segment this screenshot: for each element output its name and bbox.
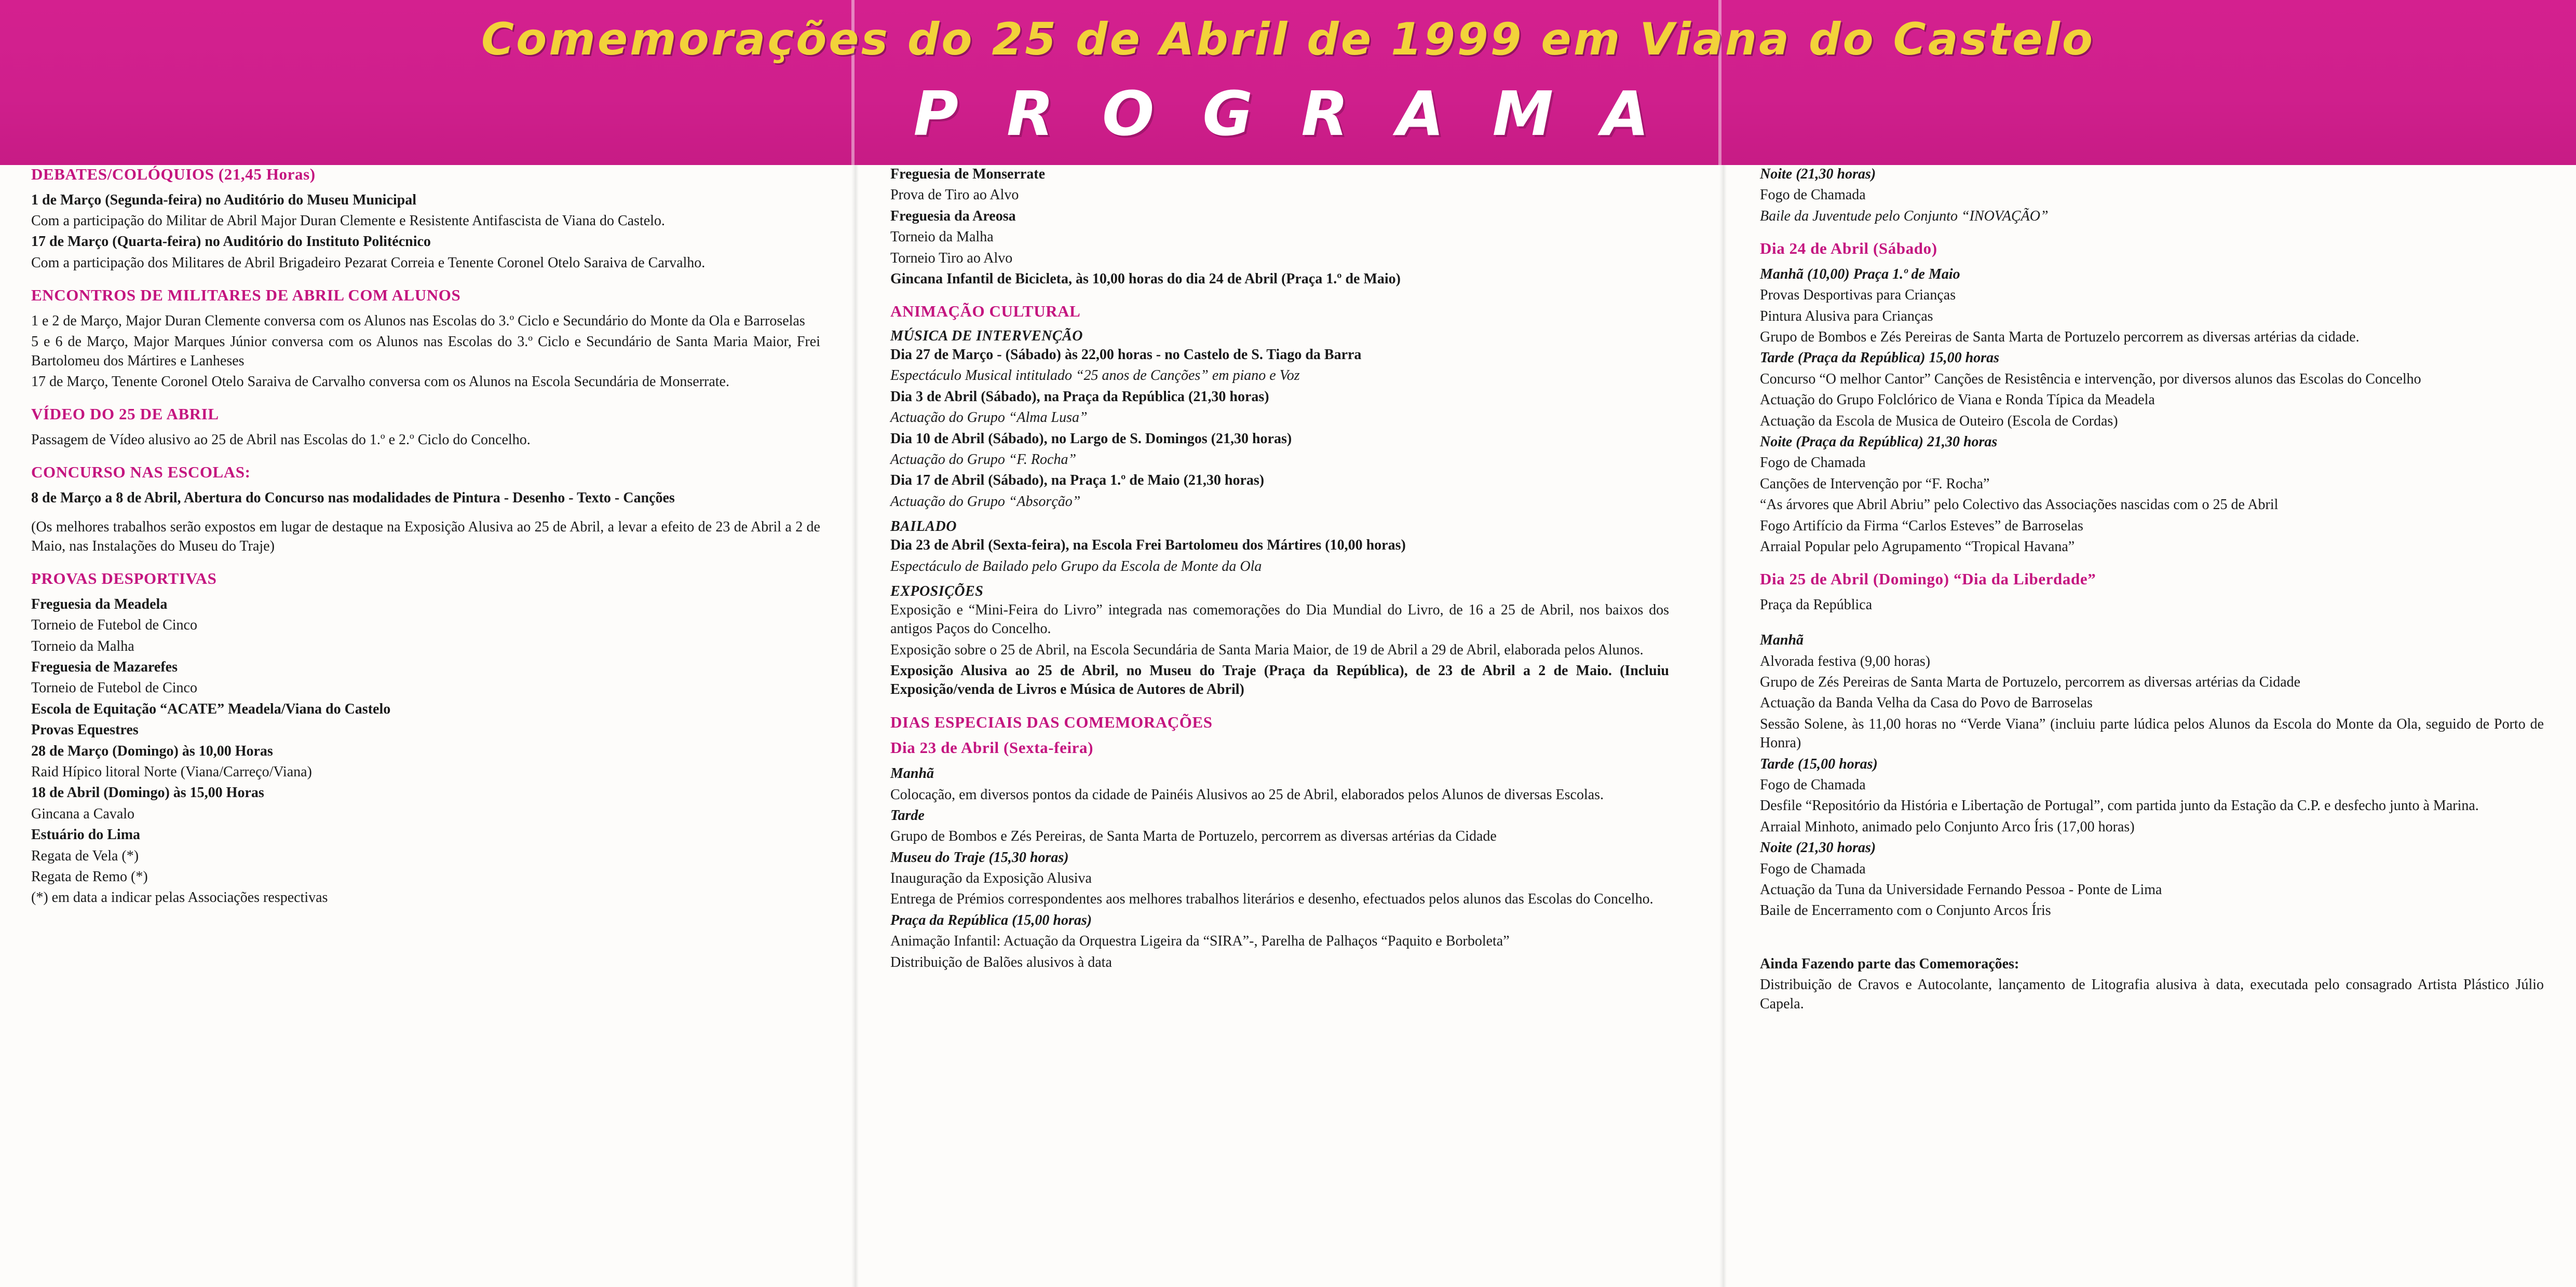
provas-line-11: Gincana a Cavalo [31, 805, 135, 822]
provas-line-9: Raid Hípico litoral Norte (Viana/Carreço/Viana) [31, 764, 312, 781]
musica-line-8: Actuação do Grupo “Absorção” [890, 493, 1081, 510]
content-area [0, 165, 2576, 1287]
dia24-line-12: “As árvores que Abril Abriu” pelo Colectivo das Associações nascidas com o 25 de Abril [1760, 497, 2279, 513]
musica-block [890, 346, 1669, 511]
musica-line-5: Dia 10 de Abril (Sábado), no Largo de S. Domingos (21,30 horas) [890, 430, 1292, 447]
encontros-line-2: 5 e 6 de Março, Major Marques Júnior conversa com os Alunos nas Escolas do 3.º Ciclo e Secundário de Santa Maria Maior, Frei Bartolomeu dos Mártires e Lanheses [31, 334, 820, 369]
heading-dia-23: Dia 23 de Abril (Sexta-feira) [890, 738, 1094, 757]
encontros-line-1: 1 e 2 de Março, Major Duran Clemente conversa com os Alunos nas Escolas do 3.º Ciclo e Secundário do Monte da Ola e Barroselas [31, 312, 805, 329]
section-heading-debates: DEBATES/COLÓQUIOS (21,45 Horas) [31, 165, 316, 183]
dia23-line-8: Praça da República (15,00 horas) [890, 912, 1092, 928]
freguesias-line-6: Gincana Infantil de Bicicleta, às 10,00 horas do dia 24 de Abril (Praça 1.º de Maio) [890, 270, 1401, 287]
video-text: Passagem de Vídeo alusivo ao 25 de Abril nas Escolas do 1.º e 2.º Ciclo do Concelho. [31, 432, 531, 448]
musica-line-3: Dia 3 de Abril (Sábado), na Praça da República (21,30 horas) [890, 388, 1269, 405]
noite-line-2: Baile da Juventude pelo Conjunto “INOVAÇÃO” [1760, 208, 2049, 224]
provas-line-6: Escola de Equitação “ACATE” Meadela/Viana do Castelo [31, 701, 391, 717]
dia25-line-5: Sessão Solene, às 11,00 horas no “Verde Viana” (incluiu parte lúdica pelos Alunos da Escola do Monte da Ola, seguido de Porto de Honra) [1760, 716, 2544, 751]
concurso-note: (Os melhores trabalhos serão expostos em lugar de destaque na Exposição Alusiva ao 25 de Abril, a levar a efeito de 23 de Abril a 2 de Maio, nas Instalações do Museu do Traje) [31, 519, 820, 554]
dia-24-block [1760, 265, 2544, 556]
dia24-line-8: Actuação da Escola de Musica de Outeiro (Escola de Cordas) [1760, 413, 2118, 429]
header-banner [0, 0, 2576, 165]
column-one [31, 165, 820, 921]
poster-title: Comemorações do 25 de Abril de 1999 em Viana do Castelo [481, 13, 2095, 65]
encontros-line-3: 17 de Março, Tenente Coronel Otelo Saraiva de Carvalho conversa com os Alunos na Escola Secundária de Monserrate. [31, 374, 729, 390]
freguesias-line-3: Freguesia da Areosa [890, 208, 1016, 224]
dia23-line-9: Animação Infantil: Actuação da Orquestra Ligeira da “SIRA”-, Parelha de Palhaços “Paquito e Borboleta” [890, 933, 1510, 950]
musica-line-2: Espectáculo Musical intitulado “25 anos de Canções” em piano e Voz [890, 367, 1300, 384]
freguesias-line-5: Torneio Tiro ao Alvo [890, 250, 1013, 266]
provas-line-12: Estuário do Lima [31, 827, 141, 843]
bailado-line-1: Dia 23 de Abril (Sexta-feira), na Escola Frei Bartolomeu dos Mártires (10,00 horas) [890, 537, 1406, 554]
provas-line-13: Regata de Vela (*) [31, 847, 139, 864]
section-heading-animacao: ANIMAÇÃO CULTURAL [890, 302, 1081, 321]
dia25-line-1: Manhã [1760, 632, 1804, 649]
dia25-line-2: Alvorada festiva (9,00 horas) [1760, 653, 1931, 669]
ainda-block [1760, 955, 2544, 1014]
dia25-place: Praça da República [1760, 596, 1873, 613]
provas-line-2: Torneio de Futebol de Cinco [31, 617, 197, 634]
heading-dia-24: Dia 24 de Abril (Sábado) [1760, 239, 1937, 258]
ainda-heading: Ainda Fazendo parte das Comemorações: [1760, 955, 2019, 972]
dia25-line-11: Fogo de Chamada [1760, 860, 1866, 877]
noite-heading: Noite (21,30 horas) [1760, 166, 1876, 182]
provas-line-4: Freguesia de Mazarefes [31, 659, 178, 676]
debates-line-1: 1 de Março (Segunda-feira) no Auditório do Museu Municipal [31, 191, 417, 208]
exposicoes-line-3: Exposição Alusiva ao 25 de Abril, no Museu do Traje (Praça da República), de 23 de Abril a 2 de Maio. (Incluiu Exposição/venda de Livros e Música de Autores de Abril) [890, 663, 1669, 698]
provas-line-3: Torneio da Malha [31, 638, 134, 654]
section-heading-encontros: ENCONTROS DE MILITARES DE ABRIL COM ALUNOS [31, 286, 461, 305]
freguesias-line-1: Freguesia de Monserrate [890, 166, 1046, 182]
concurso-block [31, 489, 820, 556]
dia24-line-13: Fogo Artifício da Firma “Carlos Esteves” de Barroselas [1760, 517, 2083, 534]
dia23-line-4: Grupo de Bombos e Zés Pereiras, de Santa Marta de Portuzelo, percorrem as diversas artérias da Cidade [890, 828, 1497, 845]
noite-line-1: Fogo de Chamada [1760, 187, 1866, 203]
noite-block [1760, 165, 2544, 226]
musica-line-7: Dia 17 de Abril (Sábado), na Praça 1.º de Maio (21,30 horas) [890, 472, 1265, 489]
provas-line-5: Torneio de Futebol de Cinco [31, 680, 197, 696]
musica-line-6: Actuação do Grupo “F. Rocha” [890, 451, 1077, 468]
column-two [890, 165, 1669, 985]
musica-line-4: Actuação do Grupo “Alma Lusa” [890, 409, 1088, 426]
dia23-line-6: Inauguração da Exposição Alusiva [890, 870, 1092, 887]
poster-subtitle: P R O G R A M A [913, 78, 1663, 149]
debates-line-4: Com a participação dos Militares de Abril Brigadeiro Pezarat Correia e Tenente Coronel Otelo Saraiva de Carvalho. [31, 254, 706, 271]
exposicoes-line-1: Exposição e “Mini-Feira do Livro” integrada nas comemorações do Dia Mundial do Livro, de 16 a 25 de Abril, nos baixos dos antigos Paços do Concelho. [890, 601, 1669, 637]
video-block [31, 431, 820, 449]
dia23-line-1: Manhã [890, 765, 934, 782]
dia23-line-3: Tarde [890, 807, 925, 824]
provas-line-8: 28 de Março (Domingo) às 10,00 Horas [31, 743, 273, 759]
section-heading-video: VÍDEO DO 25 DE ABRIL [31, 405, 219, 423]
dia24-line-9: Noite (Praça da República) 21,30 horas [1760, 433, 1998, 450]
dia24-line-6: Concurso “O melhor Cantor” Canções de Resistência e intervenção, por diversos alunos das Escolas do Concelho [1760, 371, 2421, 387]
dia23-line-10: Distribuição de Balões alusivos à data [890, 954, 1112, 970]
dia24-line-7: Actuação do Grupo Folclórico de Viana e Ronda Típica da Meadela [1760, 392, 2155, 408]
dia24-line-11: Canções de Intervenção por “F. Rocha” [1760, 475, 1990, 492]
freguesias-line-4: Torneio da Malha [890, 229, 994, 245]
provas-line-15: (*) em data a indicar pelas Associações respectivas [31, 889, 328, 906]
column-separator-2 [1719, 165, 1727, 1287]
provas-line-7: Provas Equestres [31, 722, 139, 738]
dia24-line-10: Fogo de Chamada [1760, 455, 1866, 471]
dia-23-block [890, 764, 1669, 972]
bailado-block [890, 536, 1669, 576]
exposicoes-block [890, 601, 1669, 700]
dia25-line-12: Actuação da Tuna da Universidade Fernando Pessoa - Ponte de Lima [1760, 882, 2162, 898]
freguesias-block [890, 165, 1669, 289]
dia23-line-5: Museu do Traje (15,30 horas) [890, 849, 1069, 866]
dia24-line-14: Arraial Popular pelo Agrupamento “Tropical Havana” [1760, 538, 2075, 555]
concurso-text: 8 de Março a 8 de Abril, Abertura do Concurso nas modalidades de Pintura - Desenho - Texto - Canções [31, 490, 675, 506]
section-heading-concurso: CONCURSO NAS ESCOLAS: [31, 463, 251, 482]
dia25-line-3: Grupo de Zés Pereiras de Santa Marta de Portuzelo, percorrem as diversas artérias da Cidade [1760, 674, 2301, 691]
dia25-line-6: Tarde (15,00 horas) [1760, 756, 1878, 772]
debates-block [31, 191, 820, 273]
provas-line-1: Freguesia da Meadela [31, 596, 168, 612]
dia25-line-13: Baile de Encerramento com o Conjunto Arcos Íris [1760, 902, 2051, 919]
dia23-line-7: Entrega de Prémios correspondentes aos melhores trabalhos literários e desenho, efectuados pelos alunos das Escolas do Concelho. [890, 891, 1653, 908]
dia-25-block [1760, 631, 2544, 920]
subheading-musica: MÚSICA DE INTERVENÇÃO [890, 327, 1083, 344]
debates-line-2: Com a participação do Militar de Abril Major Duran Clemente e Resistente Antifascista de Viana do Castelo. [31, 213, 665, 229]
dia24-line-3: Pintura Alusiva para Crianças [1760, 308, 1933, 324]
exposicoes-line-2: Exposição sobre o 25 de Abril, na Escola Secundária de Santa Maria Maior, de 19 de Abril a 29 de Abril, elaborada pelos Alunos. [890, 641, 1644, 658]
section-heading-dias-especiais: DIAS ESPECIAIS DAS COMEMORAÇÕES [890, 713, 1213, 731]
dia25-line-8: Desfile “Repositório da História e Libertação de Portugal”, com partida junto da Estação da C.P. e desfecho junto à Marina. [1760, 798, 2479, 814]
provas-block [31, 595, 820, 908]
musica-line-1: Dia 27 de Março - (Sábado) às 22,00 horas - no Castelo de S. Tiago da Barra [890, 346, 1362, 363]
dia25-line-9: Arraial Minhoto, animado pelo Conjunto Arco Íris (17,00 horas) [1760, 818, 2135, 835]
dia25-line-10: Noite (21,30 horas) [1760, 840, 1876, 856]
dia24-line-2: Provas Desportivas para Crianças [1760, 287, 1956, 304]
ainda-text: Distribuição de Cravos e Autocolante, lançamento de Litografia alusiva à data, executada pelo consagrado Artista Plástico Júlio Capela. [1760, 977, 2544, 1012]
provas-line-14: Regata de Remo (*) [31, 868, 148, 885]
freguesias-line-2: Prova de Tiro ao Alvo [890, 187, 1019, 203]
encontros-block [31, 312, 820, 392]
subheading-exposicoes: EXPOSIÇÕES [890, 583, 984, 599]
subheading-bailado: BAILADO [890, 518, 957, 535]
provas-line-10: 18 de Abril (Domingo) às 15,00 Horas [31, 785, 264, 801]
dia24-line-4: Grupo de Bombos e Zés Pereiras de Santa Marta de Portuzelo percorrem as diversas artérias da cidade. [1760, 328, 2360, 345]
dia24-line-5: Tarde (Praça da República) 15,00 horas [1760, 350, 1999, 366]
column-separator-1 [851, 165, 859, 1287]
heading-dia-25: Dia 25 de Abril (Domingo) “Dia da Liberdade” [1760, 570, 2096, 588]
dia25-line-7: Fogo de Chamada [1760, 777, 1866, 793]
dia24-line-1: Manhã (10,00) Praça 1.º de Maio [1760, 266, 1960, 282]
dia23-line-2: Colocação, em diversos pontos da cidade de Painéis Alusivos ao 25 de Abril, elaborados pelos Alunos de diversas Escolas. [890, 786, 1604, 803]
debates-line-3: 17 de Março (Quarta-feira) no Auditório do Instituto Politécnico [31, 234, 431, 250]
dia25-line-4: Actuação da Banda Velha da Casa do Povo de Barroselas [1760, 695, 2093, 711]
column-three [1760, 165, 2544, 1027]
section-heading-provas: PROVAS DESPORTIVAS [31, 569, 217, 588]
bailado-line-2: Espectáculo de Bailado pelo Grupo da Escola de Monte da Ola [890, 558, 1262, 574]
